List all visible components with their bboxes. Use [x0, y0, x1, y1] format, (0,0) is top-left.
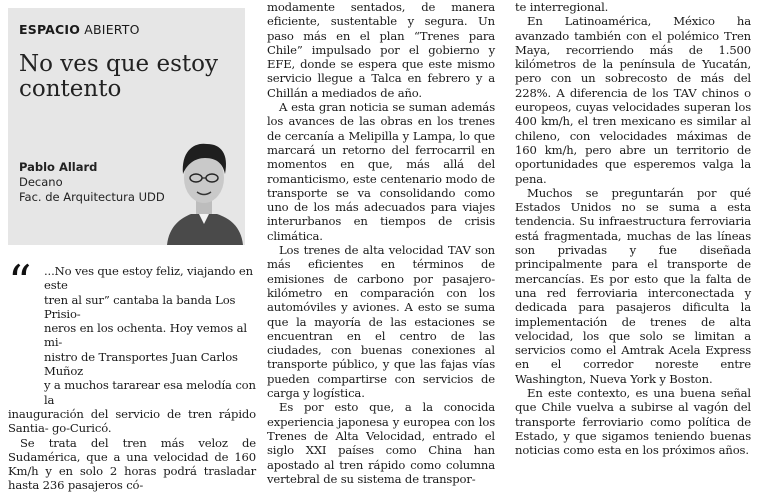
quote-mark: “ — [8, 255, 32, 309]
lead-paragraph-rest: inauguración del servicio de tren rápido Santia- go-Curicó. — [8, 406, 256, 436]
author-role: Decano — [19, 175, 63, 189]
lead-line: y a muchos tararear esa melodía con la — [44, 378, 256, 407]
author-portrait — [163, 130, 245, 245]
paragraph: Muchos se preguntarán por qué Estados Unidos no se suma a esta tendencia. Su infraestructura ferroviaria está fragmentada, muchas de las líneas son privadas y fue diseñada principalmente para el transporte de mercancías. Es por esto que la falta de una red ferroviaria interconectada y dedicada para pasajeros dificulta la implementación de trenes de alta velocidad, los que solo se limitan a servicios como el Amtrak Acela Express en el corredor noreste entre Washington, Nueva York y Boston. — [515, 185, 751, 386]
paragraph: modamente sentados, de manera eficiente, sustentable y segura. Un paso más en el plan “Trenes para Chile” impulsado por el gobierno y EFE, donde se espera que este mismo servicio llegue a Talca en febrero y a Chillán a mediados de año. — [267, 0, 495, 100]
author-name: Pablo Allard — [19, 160, 98, 174]
kicker-light: ABIERTO — [84, 22, 140, 37]
lead-paragraph — [8, 255, 256, 407]
section-kicker — [19, 22, 140, 37]
paragraph: Se trata del tren más veloz de Sudamérica, que a una velocidad de 160 Km/h y en solo 2 horas podrá trasladar hasta 236 pasajeros có- — [8, 435, 256, 493]
column-1 — [8, 255, 256, 493]
author-block — [19, 160, 165, 205]
paragraph: A esta gran noticia se suman además los avances de las obras en los trenes de cercanía a Melipilla y Lampa, lo que marcará un retorno del ferrocarril en momentos en que, más allá del romanticismo, este centenario modo de transporte se va consolidando como uno de los más adecuados para viajes interurbanos en tiempos de crisis climática. — [267, 100, 495, 243]
column-3 — [515, 0, 751, 458]
lead-line: ...No ves que estoy feliz, viajando en este — [44, 264, 253, 293]
paragraph: Los trenes de alta velocidad TAV son más eficientes en términos de emisiones de carbono por pasajero-kilómetro en comparación con los automóviles y aviones. A esto se suma que la mayoría de las estaciones se encuentran en el centro de las ciudades, con buenas conexiones al transporte público, y que las fajas vías pueden compartirse con servicios de carga y logística. — [267, 243, 495, 401]
lead-line: nistro de Transportes Juan Carlos Muñoz — [44, 349, 238, 379]
author-affiliation: Fac. de Arquitectura UDD — [19, 190, 165, 204]
paragraph: te interregional. — [515, 0, 609, 14]
paragraph: Es por esto que, a la conocida experiencia japonesa y europea con los Trenes de Alta Velocidad, entrado el siglo XXI países como China han apostado al tren rápido como columna vertebral de su sistema de transpor- — [267, 400, 495, 486]
lead-line: tren al sur” cantaba la banda Los Prisio- — [44, 292, 236, 321]
column-2 — [267, 0, 495, 486]
kicker-bold: ESPACIO — [19, 22, 81, 37]
headline: No ves que estoy contento — [19, 51, 218, 102]
lead-line: neros en los ochenta. Hoy vemos al mi- — [44, 321, 247, 350]
paragraph: En Latinoamérica, México ha avanzado también con el polémico Tren Maya, recorriendo más de 1.500 kilómetros de la península de Yucatán, pero con un sobrecosto de más del 228%. A diferencia de los TAV chinos o europeos, cuyas velocidades superan los 400 km/h, el tren mexicano es similar al chileno, con velocidades máximas de 160 km/h, pero abre un territorio de oportunidades que esperemos valga la pena. — [515, 14, 751, 186]
paragraph: En este contexto, es una buena señal que Chile vuelva a subirse al vagón del transporte ferroviario como política de Estado, y que sigamos teniendo buenas noticias como esta en los próximos años. — [515, 386, 751, 458]
